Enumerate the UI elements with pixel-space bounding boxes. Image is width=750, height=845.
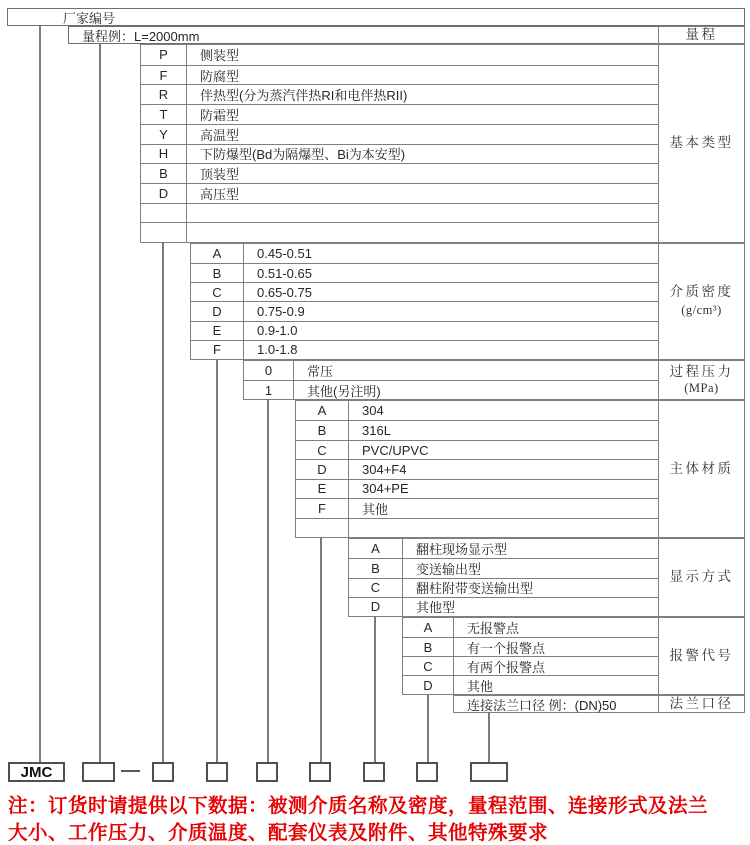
code-cell: B: [403, 638, 454, 656]
connector-line-basic-type: [162, 242, 164, 762]
desc-cell: 其他型: [416, 600, 456, 616]
connector-line-flange: [488, 712, 490, 762]
code-box-density: [206, 762, 228, 782]
code-cell: E: [191, 322, 244, 340]
table-row: [191, 244, 658, 263]
code-cell: A: [349, 539, 403, 558]
code-cell: C: [403, 657, 454, 675]
code-box-alarm-code: [416, 762, 438, 782]
ordering-note-line1: 注：订货时请提供以下数据：被测介质名称及密度，量程范围、连接形式及法兰: [8, 795, 709, 817]
table-row: [296, 479, 658, 498]
desc-cell: 0.75-0.9: [257, 304, 305, 320]
desc-cell: 0.9-1.0: [257, 323, 298, 339]
desc-cell: 304+F4: [362, 461, 407, 477]
section-density: [190, 243, 659, 360]
table-row: [296, 420, 658, 439]
code-cell: T: [141, 105, 187, 124]
desc-cell: 侧装型: [200, 48, 240, 64]
code-cell: P: [141, 45, 187, 65]
code-cell: C: [191, 283, 244, 301]
code-cell: A: [296, 401, 349, 420]
connector-line-manufacturer: [39, 25, 41, 762]
desc-cell: 伴热型(分为蒸汽伴热RI和电伴热RII): [200, 88, 408, 104]
table-row: [349, 539, 658, 558]
code-cell: H: [141, 145, 187, 164]
code-cell: B: [191, 264, 244, 282]
table-row: [244, 380, 658, 399]
desc-cell: [187, 223, 658, 242]
code-cell: D: [403, 676, 454, 694]
code-box-display-mode: [363, 762, 385, 782]
section-display-mode: [348, 538, 659, 617]
code-box-range: [82, 762, 115, 782]
desc-cell: 其他: [467, 678, 494, 694]
desc-cell: 常压: [307, 364, 334, 379]
density-unit: (g/cm³): [681, 303, 722, 318]
connector-line-display-mode: [374, 616, 376, 762]
connector-line-pressure: [267, 399, 269, 762]
code-cell: C: [349, 579, 403, 597]
table-row: [403, 618, 658, 637]
pressure-label: 过程压力: [669, 363, 734, 379]
table-row: [191, 321, 658, 340]
dash-separator: [121, 770, 140, 773]
table-row: [349, 558, 658, 577]
table-row: [191, 282, 658, 301]
code-cell: E: [296, 480, 349, 498]
table-row: [296, 401, 658, 420]
density-label: 介质密度: [669, 284, 734, 300]
desc-cell: 0.65-0.75: [257, 284, 312, 300]
alarm-code-label: 报警代号: [669, 647, 734, 663]
code-cell: B: [296, 421, 349, 439]
desc-cell: 304+PE: [362, 481, 409, 497]
code-cell: [141, 204, 187, 223]
table-row: [349, 578, 658, 597]
connector-line-density: [216, 359, 218, 762]
code-cell: B: [141, 164, 187, 183]
model-prefix: JMC: [20, 763, 53, 781]
flange-label: 法兰口径: [669, 695, 734, 711]
manufacturer-number-box: [7, 8, 745, 26]
label-cell-material: [658, 400, 745, 538]
table-row: [403, 637, 658, 656]
label-cell-pressure: [658, 360, 745, 400]
desc-cell: 其他(另注明): [307, 383, 381, 399]
code-cell: F: [141, 66, 187, 85]
table-row: [191, 340, 658, 359]
table-row: [141, 144, 658, 164]
desc-cell: 翻柱附带变送输出型: [416, 581, 534, 597]
table-row: [141, 203, 658, 223]
desc-cell: 有两个报警点: [467, 659, 546, 675]
range-example-box: [68, 26, 659, 44]
label-cell-flange: [658, 695, 745, 713]
section-basic-type: [140, 44, 659, 243]
label-cell-density: [658, 243, 745, 360]
pressure-unit: (MPa): [684, 380, 719, 395]
code-cell: [296, 519, 349, 537]
code-box-basic-type: [152, 762, 174, 782]
display-mode-label: 显示方式: [669, 569, 734, 585]
table-row: [296, 518, 658, 537]
desc-cell: 防腐型: [200, 68, 240, 84]
model-prefix-box: [8, 762, 65, 782]
table-row: [191, 301, 658, 320]
desc-cell: 有一个报警点: [467, 640, 546, 656]
range-example-text: 量程例：L=2000mm: [82, 28, 200, 44]
section-pressure: [243, 360, 659, 400]
code-cell: 0: [244, 361, 294, 380]
connector-line-range: [99, 44, 101, 762]
code-box-flange: [470, 762, 508, 782]
table-row: [349, 597, 658, 616]
table-row: [141, 65, 658, 85]
desc-cell: 下防爆型(Bd为隔爆型、Bi为本安型): [200, 147, 406, 163]
section-flange: [453, 695, 659, 713]
code-cell: 1: [244, 381, 294, 399]
desc-cell: 0.45-0.51: [257, 246, 312, 262]
table-row: [403, 656, 658, 675]
code-cell: D: [349, 598, 403, 616]
table-row: [191, 263, 658, 282]
table-row: [296, 498, 658, 517]
table-row: [141, 104, 658, 124]
desc-cell: 连接法兰口径 例：(DN)50: [467, 697, 617, 713]
code-cell: D: [296, 460, 349, 478]
desc-cell: 1.0-1.8: [257, 342, 298, 358]
connector-line-material: [320, 537, 322, 762]
code-cell: R: [141, 85, 187, 104]
desc-cell: 变送输出型: [416, 561, 482, 577]
code-box-material: [309, 762, 331, 782]
desc-cell: 0.51-0.65: [257, 265, 312, 281]
basic-type-label: 基本类型: [669, 135, 734, 151]
code-cell: D: [191, 302, 244, 320]
table-row: [296, 440, 658, 459]
label-cell-range: [658, 26, 745, 44]
desc-cell: 高压型: [200, 186, 240, 202]
code-cell: D: [141, 184, 187, 203]
desc-cell: 翻柱现场显示型: [416, 542, 508, 558]
desc-cell: PVC/UPVC: [362, 442, 429, 458]
desc-cell: 其他: [362, 501, 389, 517]
code-cell: C: [296, 441, 349, 459]
table-row: [141, 45, 658, 65]
code-cell: B: [349, 559, 403, 577]
desc-cell: 高温型: [200, 127, 240, 143]
table-row: [141, 84, 658, 104]
code-cell: A: [191, 244, 244, 263]
ordering-note: [8, 793, 748, 845]
table-row: [454, 696, 658, 712]
code-cell: F: [191, 341, 244, 359]
table-row: [296, 459, 658, 478]
desc-cell: 防霜型: [200, 107, 240, 123]
table-row: [141, 183, 658, 203]
table-row: [141, 124, 658, 144]
table-row: [403, 675, 658, 694]
material-label: 主体材质: [669, 460, 734, 476]
table-row: [141, 222, 658, 242]
desc-cell: 304: [362, 403, 384, 419]
manufacturer-number-label: 厂家编号: [63, 10, 116, 26]
code-box-pressure: [256, 762, 278, 782]
desc-cell: 顶装型: [200, 167, 240, 183]
desc-cell: 316L: [362, 423, 391, 439]
desc-cell: [187, 204, 658, 223]
table-row: [141, 163, 658, 183]
section-alarm-code: [402, 617, 659, 695]
code-cell: [141, 223, 187, 242]
label-cell-alarm-code: [658, 617, 745, 695]
code-cell: Y: [141, 125, 187, 144]
section-material: [295, 400, 659, 538]
label-cell-display-mode: [658, 538, 745, 617]
desc-cell: 无报警点: [467, 621, 520, 636]
label-cell-basic-type: [658, 44, 745, 243]
code-cell: A: [403, 618, 454, 637]
range-label: 量程: [685, 26, 718, 42]
code-cell: F: [296, 499, 349, 517]
ordering-note-line2: 大小、工作压力、介质温度、配套仪表及附件、其他特殊要求: [8, 822, 549, 844]
connector-line-alarm-code: [427, 694, 429, 762]
desc-cell: [349, 519, 658, 537]
table-row: [244, 361, 658, 380]
